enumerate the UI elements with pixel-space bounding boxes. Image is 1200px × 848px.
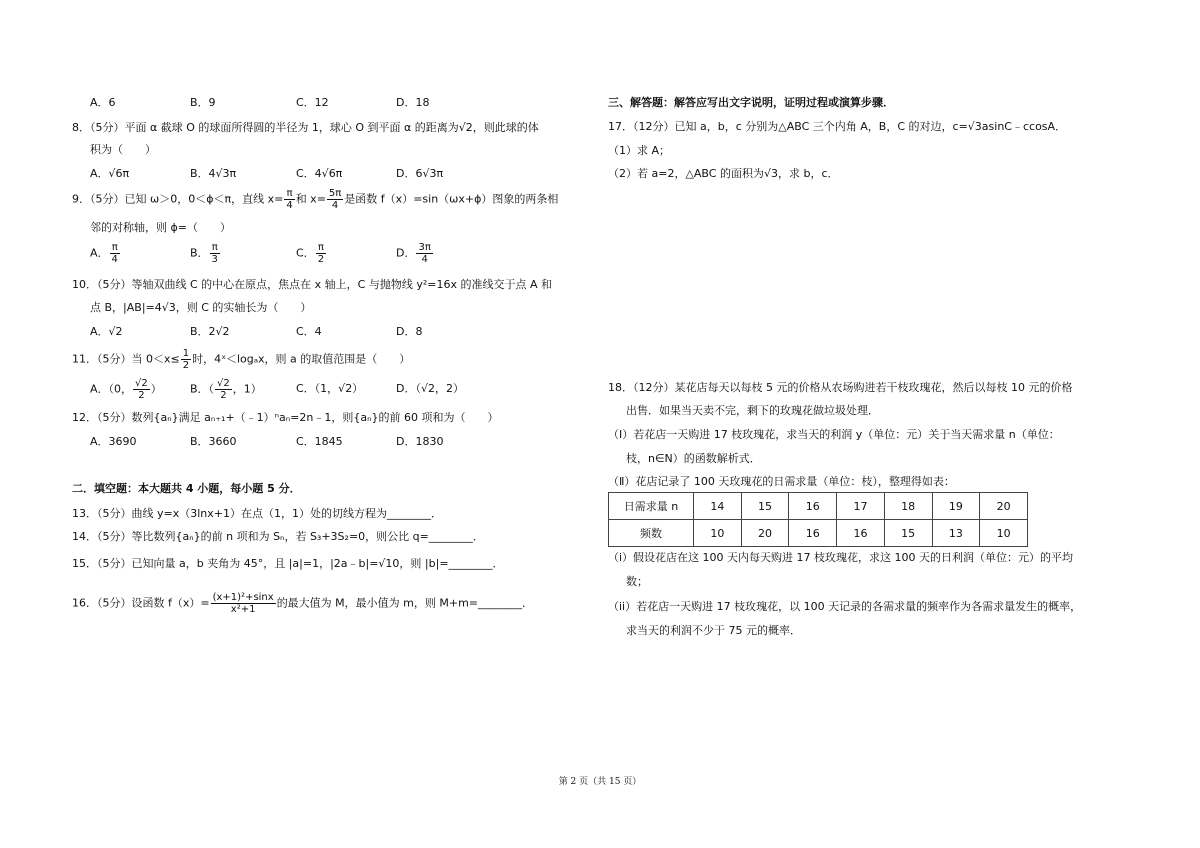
q12-option-a: A．3690 [90,435,137,448]
q9-option-d-num: 3π [418,242,431,253]
q12-line-1: 12．（5分）数列{aₙ}满足 aₙ₊₁+（﹣1）ⁿaₙ=2n﹣1，则{aₙ}的前 60 项和为（ ） [72,411,499,424]
q9-line-2: 邻的对称轴，则 ϕ=（ ） [90,221,231,234]
q8-option-c: C．4√6π [296,167,343,180]
q18-sub-ii-line-1: （ii）若花店一天购进 17 枝玫瑰花，以 100 天记录的各需求量的频率作为各需求量发生的概率， [608,600,1082,613]
q11-line-1 [72,348,410,371]
q9-option-b-num: π [210,242,220,254]
q16-fraction-den: x²+1 [230,604,256,615]
q18-part-i-line-2: 枝，n∈N）的函数解析式． [626,452,761,465]
q7-option-a: A．6 [90,96,116,109]
q16-fraction-num: (x+1)²+sinx [212,592,274,603]
q9-option-c-num: π [316,242,326,254]
q8-option-d: D．6√3π [396,167,444,180]
q9-fraction-2-den: 4 [331,200,339,211]
q11-fraction-den: 2 [182,360,190,371]
q9-option-c-den: 2 [317,254,325,265]
q9-option-a-fraction [110,242,120,265]
q7-option-c: C．12 [296,96,329,109]
q8-option-b: B．4√3π [190,167,237,180]
q9-fraction-1 [284,188,294,211]
q9-option-c-fraction [316,242,326,265]
table-row [609,520,1028,547]
table-cell: 20 [741,520,789,547]
q9-fraction-1-num: π [284,188,294,200]
q16-text-b: 的最大值为 M，最小值为 m，则 M+m=________． [276,596,534,610]
table-cell: 16 [789,493,837,520]
q8-line-1: 8．（5分）平面 α 截球 O 的球面所得圆的半径为 1，球心 O 到平面 α 的距离为√2，则此球的体 [72,121,539,134]
q17-line-1: 17．（12分）已知 a，b，c 分别为△ABC 三个内角 A，B，C 的对边，c=√3asinC﹣ccosA． [608,120,1067,133]
q11-option-b [190,378,262,401]
table-header-frequency: 频数 [609,520,694,547]
q9-fraction-1-den: 4 [286,200,293,211]
q10-option-b: B．2√2 [190,325,230,338]
q9-text-c: 是函数 f（x）=sin（ωx+ϕ）图象的两条相 [344,192,559,206]
q18-line-2: 出售．如果当天卖不完，剩下的玫瑰花做垃圾处理． [626,404,879,417]
q11-option-c: C．（1，√2） [296,382,364,395]
q18-part-ii: （Ⅱ）花店记录了 100 天玫瑰花的日需求量（单位：枝），整理得如表： [608,475,955,488]
q9-option-c-label: C． [296,246,315,260]
table-cell: 15 [741,493,789,520]
q7-option-b: B．9 [190,96,216,109]
q9-option-a-den: 4 [111,254,118,265]
q11-option-a-fraction [133,378,150,401]
q12-option-b: B．3660 [190,435,237,448]
q9-option-b-label: B． [190,246,209,260]
q9-option-b [190,242,221,265]
table-cell: 19 [932,493,980,520]
q11-text-a: 11．（5分）当 0＜x≤ [72,352,180,366]
table-cell: 16 [789,520,837,547]
q18-sub-ii-line-2: 求当天的利润不少于 75 元的概率． [626,624,801,637]
section-3-title: 三、解答题：解答应写出文字说明，证明过程或演算步骤． [608,96,894,109]
q10-line-2: 点 B，|AB|=4√3，则 C 的实轴长为（ ） [90,301,312,314]
q14: 14．（5分）等比数列{aₙ}的前 n 项和为 Sₙ，若 S₃+3S₂=0，则公比 q=________． [72,530,484,543]
demand-table [608,492,1028,547]
q15: 15．（5分）已知向量 a，b 夹角为 45°，且 |a|=1，|2a﹣b|=√10，则 |b|=________． [72,557,504,570]
q9-option-d-den: 4 [421,254,428,265]
table-cell: 10 [980,520,1028,547]
q9-option-a [90,242,121,265]
q9-option-b-fraction [210,242,220,265]
q12-option-d: D．1830 [396,435,444,448]
q8-line-2: 积为（ ） [90,143,156,156]
q11-option-b-num: √2 [217,378,230,389]
q8-option-a: A．√6π [90,167,130,180]
table-cell: 10 [694,520,742,547]
q11-option-b-post: ，1） [232,382,262,396]
q9-option-c [296,242,327,265]
table-cell: 15 [884,520,932,547]
table-cell: 13 [932,520,980,547]
q9-text-a: 9．（5分）已知 ω＞0，0＜ϕ＜π，直线 x= [72,192,284,206]
q11-option-a-den: 2 [138,390,145,401]
q11-option-a [90,378,162,401]
q10-option-c: C．4 [296,325,322,338]
q11-fraction-num: 1 [182,348,190,359]
q18-sub-i-line-1: （i）假设花店在这 100 天内每天购进 17 枝玫瑰花，求这 100 天的日利润（单位：元）的平均 [608,551,1074,564]
q16-text-a: 16．（5分）设函数 f（x）= [72,596,210,610]
table-cell: 17 [837,493,885,520]
q16-fraction [211,592,276,615]
q11-option-a-num: √2 [135,378,148,389]
q11-option-d: D．（√2，2） [396,382,464,395]
q9-text-b: 和 x= [295,192,326,206]
q11-text-b: 时，4ˣ＜logₐx，则 a 的取值范围是（ ） [192,352,411,366]
page-footer: 第 2 页（共 15 页） [558,777,642,787]
q9-option-a-num: π [110,242,120,254]
q16 [72,592,533,615]
q9-fraction-2 [327,188,343,211]
q11-option-b-den: 2 [220,390,227,401]
q17-sub-1: （1）求 A； [608,144,671,157]
table-cell: 16 [837,520,885,547]
q9-line-1 [72,188,558,211]
q7-option-d: D．18 [396,96,430,109]
q9-option-a-label: A． [90,246,109,260]
q9-option-b-den: 3 [211,254,218,265]
q11-option-b-pre: B．（ [190,382,215,396]
q10-option-d: D．8 [396,325,423,338]
q9-option-d-fraction [416,242,432,265]
q10-line-1: 10．（5分）等轴双曲线 C 的中心在原点，焦点在 x 轴上，C 与抛物线 y²=16x 的准线交于点 A 和 [72,278,553,291]
table-cell: 18 [884,493,932,520]
q18-sub-i-line-2: 数； [626,575,648,588]
q18-line-1: 18．（12分）某花店每天以每枝 5 元的价格从农场购进若干枝玫瑰花，然后以每枝 10 元的价格 [608,381,1073,394]
table-cell: 20 [980,493,1028,520]
q18-part-i-line-1: （Ⅰ）若花店一天购进 17 枝玫瑰花，求当天的利润 y（单位：元）关于当天需求量 n（单位： [608,428,1060,441]
q10-option-a: A．√2 [90,325,123,338]
q13: 13．（5分）曲线 y=x（3lnx+1）在点（1，1）处的切线方程为________． [72,507,442,520]
q9-fraction-2-num: 5π [328,188,342,199]
table-row [609,493,1028,520]
q12-option-c: C．1845 [296,435,343,448]
q11-option-a-post: ） [150,382,162,396]
q17-sub-2: （2）若 a=2，△ABC 的面积为√3，求 b，c． [608,167,839,180]
table-header-demand: 日需求量 n [609,493,694,520]
table-cell: 14 [694,493,742,520]
q11-option-b-fraction [215,378,232,401]
q11-fraction [181,348,191,371]
q11-option-a-pre: A．（0， [90,382,133,396]
q9-option-d [396,242,434,265]
q9-option-d-label: D． [396,246,416,260]
section-2-title: 二．填空题：本大题共 4 小题，每小题 5 分． [72,482,301,495]
